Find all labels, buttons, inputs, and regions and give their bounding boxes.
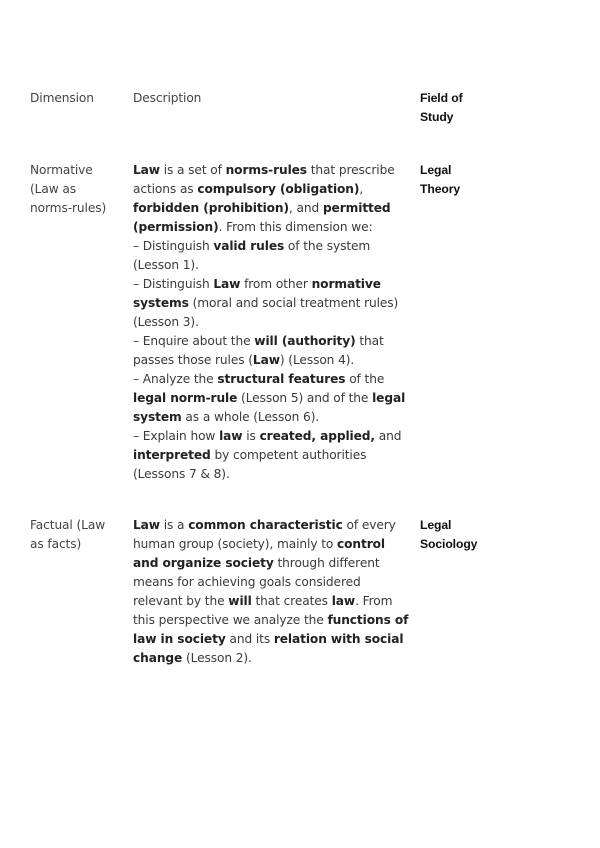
text-run: – Distinguish bbox=[133, 239, 214, 253]
field-line: Legal bbox=[420, 518, 452, 532]
text-run: is a set of bbox=[159, 163, 226, 177]
bold-term: Law bbox=[133, 518, 160, 532]
bold-term: will (authority) bbox=[254, 334, 356, 348]
bold-term: legal norm-rule bbox=[133, 391, 238, 405]
text-run: . From bbox=[355, 594, 393, 608]
header-field-line: Field of bbox=[420, 91, 463, 105]
text-run: human group (society), mainly to bbox=[133, 537, 338, 551]
bold-term: control bbox=[337, 537, 385, 551]
text-run: of the bbox=[345, 372, 385, 386]
text-run: actions as bbox=[133, 182, 198, 196]
text-run: relevant by the bbox=[133, 594, 229, 608]
row-normative-dimension bbox=[30, 161, 130, 218]
bold-term: structural features bbox=[217, 372, 346, 386]
header-description: Description bbox=[133, 91, 202, 105]
dimension-line: Normative bbox=[30, 163, 93, 177]
text-run: of every bbox=[342, 518, 396, 532]
text-run: that bbox=[355, 334, 384, 348]
description-line bbox=[133, 389, 415, 408]
field-line: Sociology bbox=[420, 537, 478, 551]
row-factual-field bbox=[420, 516, 580, 554]
description-line bbox=[133, 427, 415, 446]
text-run: that creates bbox=[251, 594, 332, 608]
description-line bbox=[133, 199, 415, 218]
bold-term: created, applied, bbox=[259, 429, 375, 443]
description-line bbox=[133, 592, 415, 611]
bold-term: norms-rules bbox=[225, 163, 307, 177]
description-line bbox=[133, 161, 415, 180]
description-line bbox=[133, 180, 415, 199]
bold-term: law bbox=[219, 429, 243, 443]
text-run: that prescribe bbox=[306, 163, 395, 177]
text-run: passes those rules ( bbox=[133, 353, 253, 367]
description-line bbox=[133, 630, 415, 649]
description-line bbox=[133, 275, 415, 294]
field-line: Legal bbox=[420, 163, 452, 177]
text-run: means for achieving goals considered bbox=[133, 575, 361, 589]
text-run: (moral and social treatment rules) bbox=[188, 296, 399, 310]
bold-term: valid rules bbox=[213, 239, 285, 253]
text-run: (Lessons 7 & 8). bbox=[133, 467, 230, 481]
description-line bbox=[133, 446, 415, 465]
description-line bbox=[133, 573, 415, 592]
bold-term: will bbox=[228, 594, 252, 608]
description-line bbox=[133, 465, 415, 484]
bold-term: Law bbox=[252, 353, 280, 367]
text-run: (Lesson 3). bbox=[133, 315, 199, 329]
bold-term: law in society bbox=[133, 632, 226, 646]
description-line bbox=[133, 554, 415, 573]
description-line bbox=[133, 370, 415, 389]
text-run: and bbox=[374, 429, 402, 443]
text-run: , bbox=[359, 182, 364, 196]
bold-term: functions of bbox=[327, 613, 409, 627]
description-line bbox=[133, 408, 415, 427]
text-run: – Enquire about the bbox=[133, 334, 255, 348]
text-run: (Lesson 2). bbox=[182, 651, 252, 665]
text-run: by competent authorities bbox=[210, 448, 367, 462]
text-run: – Explain how bbox=[133, 429, 220, 443]
description-line bbox=[133, 516, 415, 535]
description-line bbox=[133, 351, 415, 370]
bold-term: common characteristic bbox=[188, 518, 343, 532]
description-line bbox=[133, 535, 415, 554]
bold-term: system bbox=[133, 410, 182, 424]
text-run: from other bbox=[240, 277, 312, 291]
bold-term: Law bbox=[133, 163, 160, 177]
bold-term: forbidden (prohibition) bbox=[133, 201, 289, 215]
bold-term: compulsory (obligation) bbox=[197, 182, 360, 196]
description-line bbox=[133, 256, 415, 275]
bold-term: and organize society bbox=[133, 556, 274, 570]
header-field-line: Study bbox=[420, 110, 454, 124]
row-factual-dimension bbox=[30, 516, 130, 554]
text-run: , and bbox=[288, 201, 323, 215]
field-line: Theory bbox=[420, 182, 461, 196]
text-run: is a bbox=[159, 518, 189, 532]
description-line bbox=[133, 649, 415, 668]
dimension-line: as facts) bbox=[30, 537, 82, 551]
description-line bbox=[133, 237, 415, 256]
text-run: – Distinguish bbox=[133, 277, 214, 291]
text-run: (Lesson 1). bbox=[133, 258, 199, 272]
text-run: ) (Lesson 4). bbox=[279, 353, 355, 367]
header-dimension: Dimension bbox=[30, 91, 94, 105]
description-line bbox=[133, 218, 415, 237]
row-normative-description bbox=[133, 161, 415, 484]
row-normative-field bbox=[420, 161, 580, 199]
description-line bbox=[133, 313, 415, 332]
header-field-of-study bbox=[420, 89, 580, 127]
text-run: is bbox=[242, 429, 260, 443]
row-factual-description bbox=[133, 516, 415, 668]
description-line bbox=[133, 332, 415, 351]
text-run: (Lesson 5) and of the bbox=[237, 391, 373, 405]
text-run: of the system bbox=[284, 239, 371, 253]
text-run: as a whole (Lesson 6). bbox=[181, 410, 320, 424]
bold-term: systems bbox=[133, 296, 189, 310]
bold-term: normative bbox=[311, 277, 381, 291]
bold-term: law bbox=[331, 594, 356, 608]
bold-term: relation with social bbox=[273, 632, 404, 646]
bold-term: legal bbox=[372, 391, 406, 405]
bold-term: change bbox=[133, 651, 183, 665]
text-run: – Analyze the bbox=[133, 372, 218, 386]
text-run: and its bbox=[225, 632, 274, 646]
bold-term: (permission) bbox=[133, 220, 219, 234]
text-run: this perspective we analyze the bbox=[133, 613, 328, 627]
description-line bbox=[133, 294, 415, 313]
bold-term: Law bbox=[213, 277, 241, 291]
dimension-line: (Law as bbox=[30, 182, 76, 196]
bold-term: interpreted bbox=[133, 448, 211, 462]
dimension-line: norms-rules) bbox=[30, 201, 107, 215]
bold-term: permitted bbox=[322, 201, 391, 215]
text-run: through different bbox=[273, 556, 380, 570]
description-line bbox=[133, 611, 415, 630]
text-run: . From this dimension we: bbox=[218, 220, 373, 234]
dimension-line: Factual (Law bbox=[30, 518, 106, 532]
